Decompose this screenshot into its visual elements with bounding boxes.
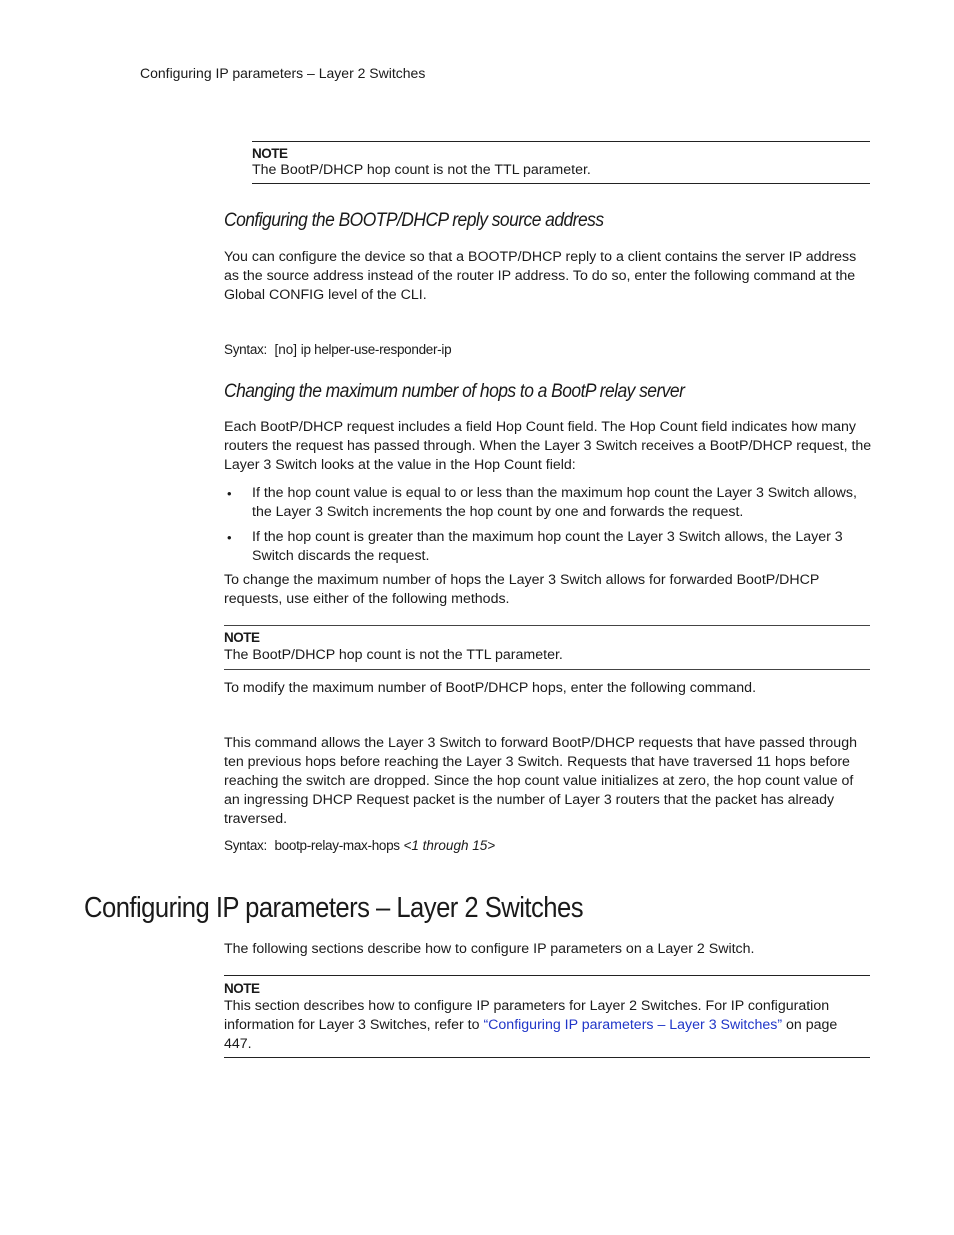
- syntax-label: Syntax:: [224, 838, 267, 853]
- paragraph: To change the maximum number of hops the Layer 3 Switch allows for forwarded BootP/DHCP requests, use either of the following methods.: [224, 572, 820, 607]
- note-label: NOTE: [224, 981, 260, 996]
- running-header: Configuring IP parameters – Layer 2 Switches: [140, 65, 426, 81]
- bullet-list: [224, 484, 870, 566]
- note-label: NOTE: [252, 146, 288, 161]
- note-text: The BootP/DHCP hop count is not the TTL parameter.: [224, 647, 563, 663]
- paragraph: You can configure the device so that a BOOTP/DHCP reply to a client contains the server IP address as the source address instead of the router IP address. To do so, enter the following command at the Global CONFIG level of the CLI.: [224, 249, 857, 303]
- bullet-icon: •: [227, 486, 232, 501]
- paragraph: Each BootP/DHCP request includes a field Hop Count field. The Hop Count field indicates how many routers the request has passed through. When the Layer 3 Switch receives a BootP/DHCP request, the Layer 3 Switch looks at the value in the Hop Count field:: [224, 419, 872, 473]
- syntax-command: bootp-relay-max-hops: [274, 838, 400, 853]
- paragraph: To modify the maximum number of BootP/DHCP hops, enter the following command.: [224, 680, 757, 696]
- syntax-line: [224, 342, 451, 357]
- syntax-option: [no]: [274, 342, 297, 357]
- note-text-part: This section describes how to configure IP parameters for Layer 2 Switches. For IP configuration information for Layer 3 Switches, refer to: [224, 998, 830, 1033]
- note-text: [224, 997, 864, 1054]
- list-item-text: If the hop count is greater than the maximum hop count the Layer 3 Switch allows, the Layer 3 Switch discards the request.: [252, 529, 843, 564]
- note-box: [224, 625, 870, 670]
- note-text-part: on page 447.: [224, 1017, 838, 1052]
- note-box: [224, 975, 870, 1058]
- bullet-icon: •: [227, 530, 232, 545]
- section-heading: Changing the maximum number of hops to a BootP relay server: [224, 381, 685, 402]
- note-label: NOTE: [224, 630, 260, 645]
- list-item: [224, 528, 870, 566]
- syntax-command: ip helper-use-responder-ip: [300, 342, 452, 357]
- list-item: [224, 484, 870, 522]
- chapter-heading: Configuring IP parameters – Layer 2 Switches: [84, 892, 584, 924]
- section-heading: Configuring the BOOTP/DHCP reply source address: [224, 210, 604, 231]
- syntax-line: [224, 838, 495, 853]
- paragraph: This command allows the Layer 3 Switch to forward BootP/DHCP requests that have passed through ten previous hops before reaching the Layer 3 Switch. Requests that have traversed 11 hops before reaching the switch are dropped. Since the hop count value initializes at zero, the hop count value of an ingressing DHCP Request packet is the number of Layer 3 routers that the packet has already traversed.: [224, 735, 857, 827]
- syntax-argument: <1 through 15>: [403, 838, 496, 853]
- syntax-label: Syntax:: [224, 342, 267, 357]
- note-box: [252, 141, 870, 184]
- paragraph: The following sections describe how to configure IP parameters on a Layer 2 Switch.: [224, 941, 755, 957]
- note-text: The BootP/DHCP hop count is not the TTL parameter.: [252, 162, 591, 178]
- cross-reference-link[interactable]: “Configuring IP parameters – Layer 3 Switches”: [483, 1017, 783, 1033]
- list-item-text: If the hop count value is equal to or less than the maximum hop count the Layer 3 Switch allows, the Layer 3 Switch increments the hop count by one and forwards the request.: [252, 485, 857, 520]
